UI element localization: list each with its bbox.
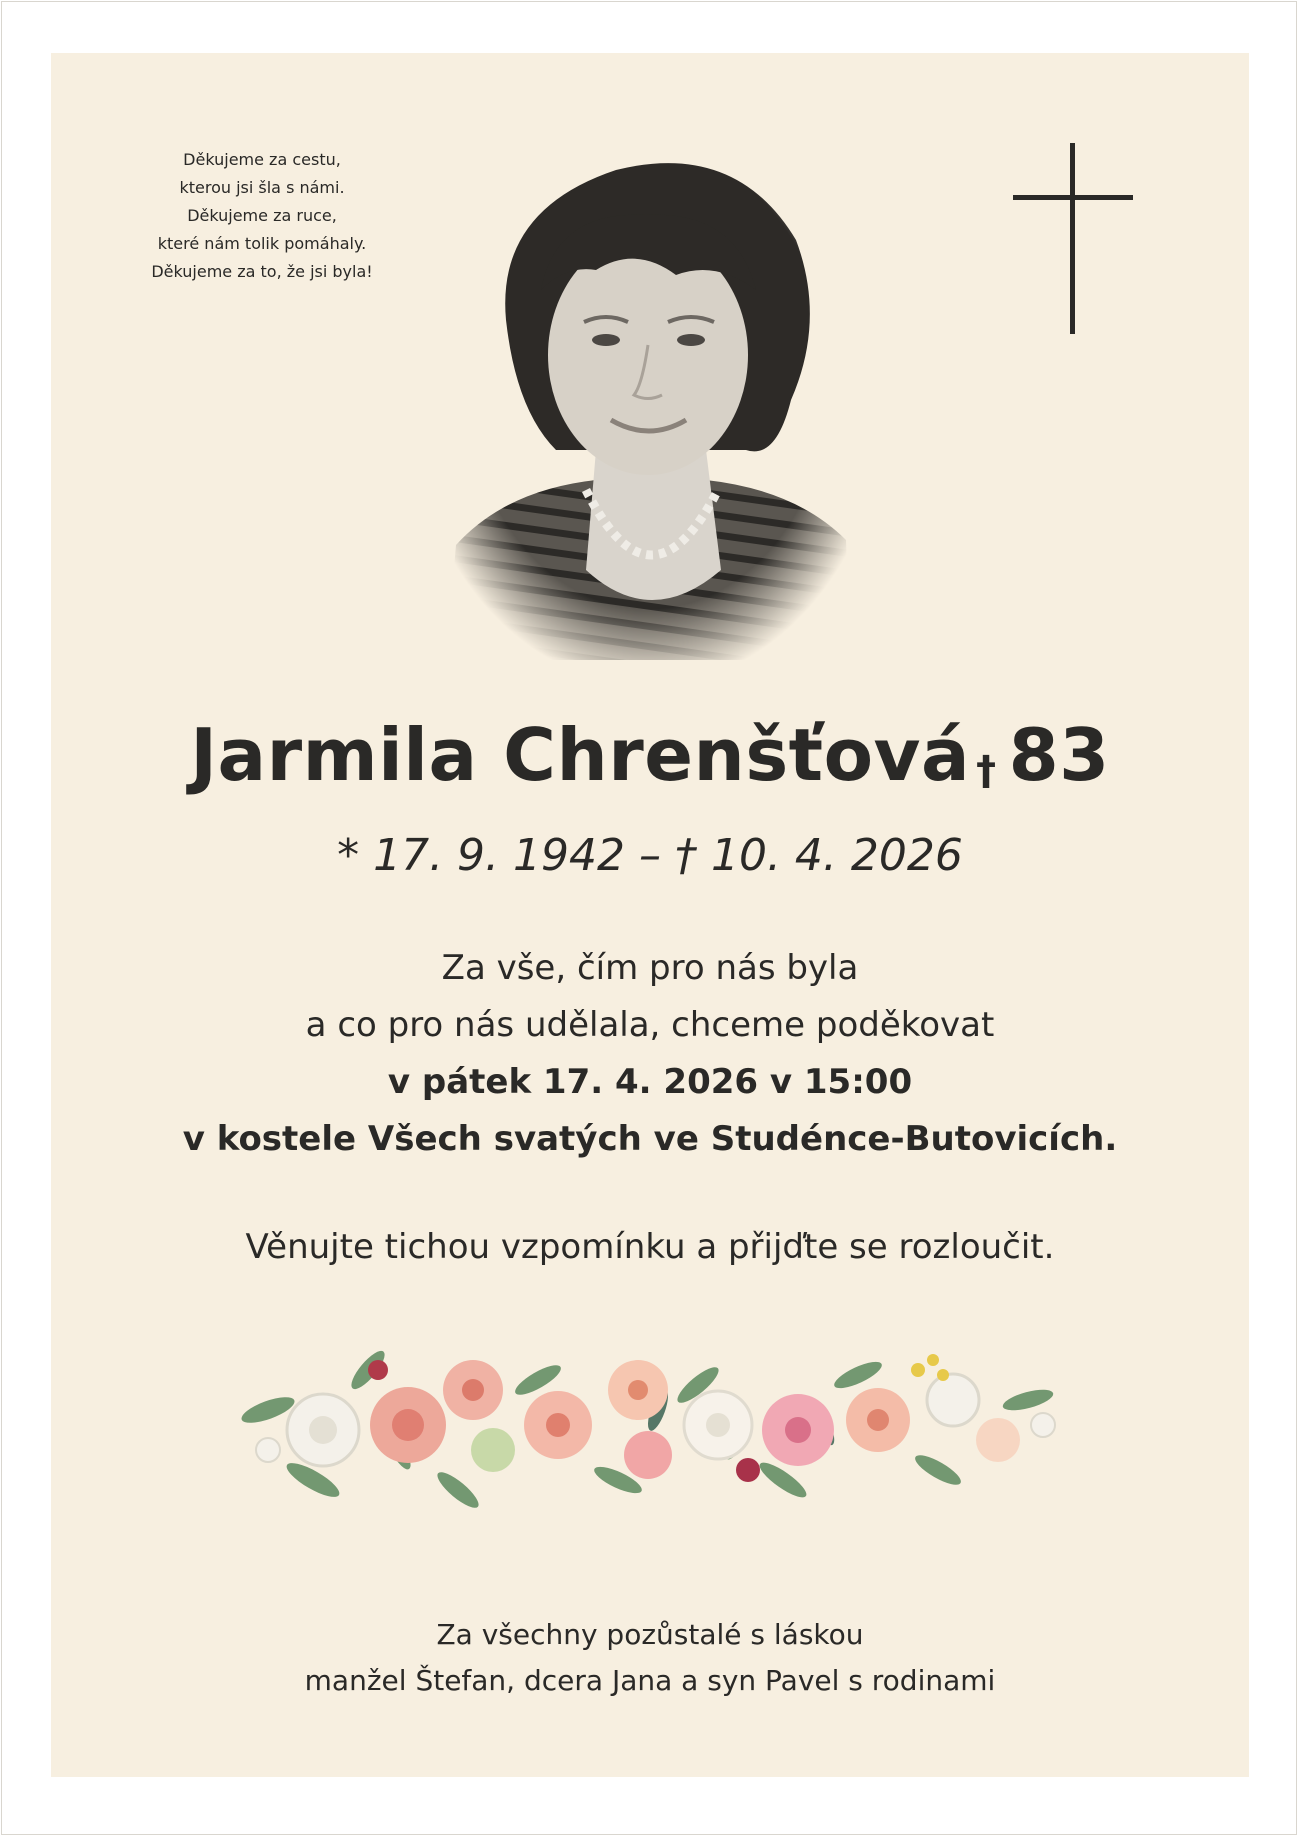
funeral-place: v kostele Všech svatých ve Studénce-Butovicích. (182, 1119, 1118, 1159)
invitation-text: Věnujte tichou vzpomínku a přijďte se rozloučit. (245, 1227, 1055, 1267)
floral-garland-icon (238, 1330, 1068, 1530)
funeral-message (0, 940, 1300, 1168)
deceased-name: Jarmila Chrenšťová (190, 713, 971, 797)
funeral-date-time: v pátek 17. 4. 2026 v 15:00 (387, 1062, 913, 1102)
cross-horizontal-bar (1013, 195, 1133, 200)
poem-line: které nám tolik pomáhaly. (157, 234, 367, 253)
memorial-poem (122, 146, 402, 286)
message-line: a co pro nás udělala, chceme poděkovat (305, 1005, 995, 1045)
deceased-age: 83 (1008, 713, 1110, 797)
poem-line: Děkujeme za cestu, (183, 150, 341, 169)
dagger-icon: † (976, 748, 997, 794)
poem-line: Děkujeme za ruce, (187, 206, 337, 225)
signature-line: manžel Štefan, dcera Jana a syn Pavel s rodinami (304, 1664, 996, 1697)
cross-vertical-bar (1070, 143, 1075, 334)
poem-line: Děkujeme za to, že jsi byla! (151, 262, 373, 281)
life-dates: * 17. 9. 1942 – † 10. 4. 2026 (337, 830, 963, 881)
signature-line: Za všechny pozůstalé s láskou (436, 1618, 864, 1651)
portrait-photo (446, 150, 850, 660)
message-line: Za vše, čím pro nás byla (441, 948, 859, 988)
deceased-name-heading (0, 710, 1300, 816)
signature-block (0, 1612, 1300, 1704)
poem-line: kterou jsi šla s námi. (179, 178, 345, 197)
